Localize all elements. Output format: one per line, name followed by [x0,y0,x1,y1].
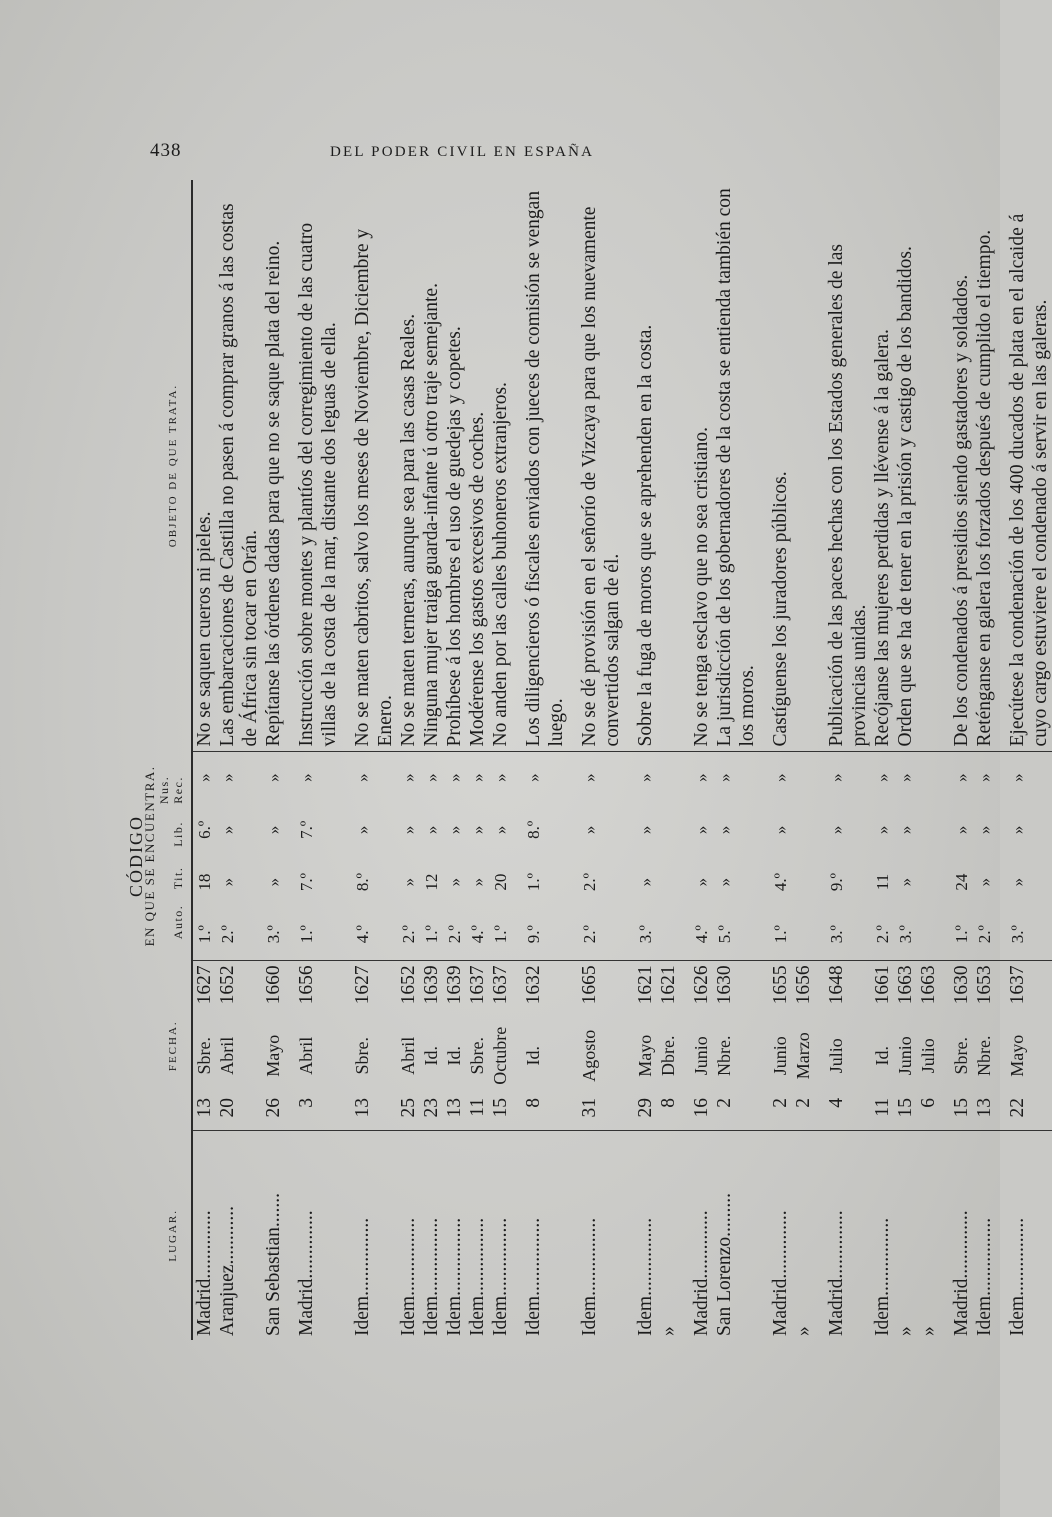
cell-anio: 1630 [940,961,973,1018]
cell-objeto: Recójanse las mujeres perdidas y llévense á la galera. [872,329,893,747]
cell-lugar: Idem................ [420,1131,443,1340]
cell-lugar: Madrid.............. [815,1131,871,1340]
cell-anio: 1639 [420,961,443,1018]
cell-objeto: No anden por las calles buhoneros extranjeros. [490,382,511,747]
table-row [871,180,894,1340]
cell-tit: 9.º [827,873,846,892]
cell-rec: » [713,751,759,804]
cell-lib [792,804,815,856]
cell-rec: » [759,751,792,804]
cell-lugar: » [792,1131,815,1340]
table-row [262,180,285,1340]
index-table-wrapper [125,180,1051,1340]
cell-dia: 16 [691,1097,712,1118]
cell-objeto: Ejecútese la condenación de los 400 ducados de plata en el alcaide á cuyo cargo estuviere el condenado á servir en las galeras. [1007,213,1051,747]
table-row [792,180,815,1340]
cell-objeto: No se tenga esclavo que no sea cristiano. [691,427,712,747]
cell-lugar: Idem................ [341,1131,397,1340]
cell-lib: » [952,825,971,835]
cell-tit: » [975,877,994,887]
cell-auto [792,908,815,961]
cell-lib: » [264,825,283,835]
cell-dia: 8 [658,1097,679,1108]
cell-dia: 2 [770,1097,791,1108]
cell-lugar: » [657,1131,680,1340]
cell-lugar: San Lorenzo......... [713,1131,759,1340]
cell-mes: Sbre. [352,1037,372,1075]
cell-mes: Junio [770,1036,790,1076]
cell-anio: 1639 [443,961,466,1018]
table-header-row [125,180,192,1340]
cell-lugar: Madrid.............. [285,1131,341,1340]
cell-tit: » [264,877,283,887]
cell-rec: » [996,751,1052,804]
table-row [397,180,420,1340]
table-row [443,180,466,1340]
cell-lib: » [715,825,734,835]
cell-lib: » [1008,825,1027,835]
cell-auto: 3.º [827,925,846,944]
index-table [125,180,1052,1340]
cell-rec: » [624,751,657,804]
cell-mes: Nbre. [974,1035,994,1077]
cell-dia: 4 [826,1097,847,1108]
cell-mes: Julio [918,1038,938,1074]
cell-mes: Sbre. [194,1037,214,1075]
table-row [917,180,940,1340]
cell-lugar: Aranjuez............ [216,1131,262,1340]
cell-tit: » [1008,877,1027,887]
cell-auto: 2.º [873,925,892,944]
cell-objeto: No se dé provisión en el señorío de Vizcaya para que los nuevamente convertidos salgan de él. [579,206,623,747]
table-row [341,180,397,1340]
table-row [815,180,871,1340]
cell-tit: 11 [873,873,892,891]
cell-auto [917,908,940,961]
cell-auto: 3.º [896,925,915,944]
cell-objeto: Modérense los gastos excesivos de coches. [467,411,488,747]
table-row [192,180,216,1340]
cell-dia: 20 [217,1097,238,1118]
cell-auto: 4.º [468,925,487,944]
cell-mes: Sbre. [467,1037,487,1075]
table-row [973,180,996,1340]
cell-auto: 4.º [353,925,372,944]
cell-anio: 1653 [973,961,996,1018]
cell-rec: » [940,751,973,804]
cell-lugar: Idem................ [489,1131,512,1340]
cell-anio: 1621 [657,961,680,1018]
cell-mes: Abril [296,1036,316,1075]
cell-lugar: » [894,1131,917,1340]
cell-rec: » [420,751,443,804]
cell-tit: » [692,877,711,887]
table-row [420,180,443,1340]
table-row [713,180,759,1340]
table-row [940,180,973,1340]
header-objeto: OBJETO DE QUE TRATA. [125,180,192,751]
cell-anio: 1637 [466,961,489,1018]
cell-rec: » [285,751,341,804]
cell-dia: 22 [1007,1097,1028,1118]
cell-rec: » [680,751,713,804]
header-auto: Auto. [171,904,185,940]
cell-lugar: Madrid.............. [192,1131,216,1340]
cell-auto: 4.º [692,925,711,944]
cell-tit: » [715,877,734,887]
cell-lib: » [580,825,599,835]
cell-lib: » [399,825,418,835]
cell-tit [917,856,940,908]
cell-mes: Id. [421,1046,441,1066]
cell-dia: 29 [635,1097,656,1118]
cell-auto: 3.º [636,925,655,944]
cell-anio: 1661 [871,961,894,1018]
cell-dia: 13 [352,1097,373,1118]
cell-auto [657,908,680,961]
cell-auto: 5.º [715,925,734,944]
cell-objeto: Instrucción sobre montes y plantíos del corregimiento de las cuatro villas de la costa de la mar, distante dos leguas de ella. [296,222,340,747]
cell-rec: » [341,751,397,804]
cell-dia: 11 [872,1097,893,1117]
header-rec: Nus. Rec. [157,775,185,805]
cell-lib: » [218,825,237,835]
cell-rec: » [894,751,917,804]
cell-objeto: La jurisdicción de los gobernadores de la costa se entienda también con los moros. [714,188,758,747]
cell-anio: 1665 [568,961,624,1018]
cell-lugar: Idem................ [871,1131,894,1340]
cell-anio: 1632 [512,961,568,1018]
cell-anio: 1652 [397,961,420,1018]
cell-dia: 13 [444,1097,465,1118]
cell-auto: 1.º [952,925,971,944]
cell-objeto: Orden que se ha de tener en la prisión y castigo de los bandidos. [895,246,916,747]
cell-objeto: No se maten terneras, aunque sea para las casas Reales. [398,313,419,747]
cell-dia: 2 [714,1097,735,1108]
cell-objeto: No se maten cabritos, salvo los meses de Noviembre, Diciembre y Enero. [352,228,396,747]
cell-lib: » [636,825,655,835]
cell-auto: 1.º [297,925,316,944]
cell-rec: » [489,751,512,804]
cell-rec: » [973,751,996,804]
cell-anio: 1656 [285,961,341,1018]
cell-mes: Marzo [793,1032,813,1080]
cell-rec: » [443,751,466,804]
cell-mes: Id. [523,1046,543,1066]
cell-mes: Sbre. [951,1037,971,1075]
cell-dia: 2 [793,1097,814,1108]
cell-objeto: Repítanse las órdenes dadas para que no se saque plata del reino. [263,240,284,747]
cell-tit: » [218,877,237,887]
cell-lugar: Idem................ [568,1131,624,1340]
cell-tit: » [445,877,464,887]
cell-lib: 8.º [524,820,543,839]
header-codigo-subcols [157,755,185,957]
cell-rec: » [397,751,420,804]
cell-anio: 1652 [216,961,262,1018]
cell-tit: » [896,877,915,887]
cell-mes: Dbre. [658,1035,678,1077]
cell-objeto: Los diligencieros ó fiscales enviados con jueces de comisión se vengan luego. [523,190,567,747]
cell-lugar: Madrid.............. [680,1131,713,1340]
table-row [568,180,624,1340]
cell-tit: 2.º [580,873,599,892]
cell-tit: 24 [952,873,971,891]
cell-rec: » [216,751,262,804]
cell-rec: » [512,751,568,804]
cell-dia: 25 [398,1097,419,1118]
cell-objeto: Reténganse en galera los forzados después de cumplido el tiempo. [974,229,995,747]
cell-anio: 1656 [792,961,815,1018]
header-codigo [125,751,192,961]
cell-lib: » [491,825,510,835]
cell-auto: 2.º [975,925,994,944]
cell-lugar: Idem................ [466,1131,489,1340]
table-row [624,180,657,1340]
cell-lugar: Idem................ [973,1131,996,1340]
cell-anio: 1637 [489,961,512,1018]
cell-rec: » [262,751,285,804]
cell-lugar: » [917,1131,940,1340]
cell-lugar: San Sebastian....... [262,1131,285,1340]
cell-mes: Julio [826,1038,846,1074]
cell-anio: 1663 [894,961,917,1018]
cell-rec: » [466,751,489,804]
table-row [894,180,917,1340]
cell-mes: Mayo [1007,1034,1027,1077]
cell-dia: 23 [421,1097,442,1118]
running-head: DEL PODER CIVIL EN ESPAÑA [330,144,595,160]
cell-anio: 1621 [624,961,657,1018]
cell-dia: 31 [579,1097,600,1118]
cell-anio: 1627 [341,961,397,1018]
cell-mes: Octubre [490,1026,510,1085]
cell-dia: 15 [895,1097,916,1118]
cell-mes: Mayo [635,1034,655,1077]
cell-lib: » [896,825,915,835]
header-fecha: FECHA. [125,961,192,1131]
cell-lib [657,804,680,856]
cell-mes: Nbre. [714,1035,734,1077]
cell-lib: 6.º [195,820,214,839]
cell-mes: Junio [691,1036,711,1076]
cell-objeto: No se saquen cueros ni pieles. [194,511,215,747]
cell-objeto: Castíguense los juradores públicos. [770,471,791,747]
cell-auto: 2.º [218,925,237,944]
cell-dia: 15 [951,1097,972,1118]
cell-lib: » [468,825,487,835]
cell-tit: » [636,877,655,887]
cell-tit: 4.º [771,873,790,892]
cell-mes: Abril [217,1036,237,1075]
cell-objeto [657,180,680,751]
header-lugar: LUGAR. [125,1131,192,1340]
table-row [216,180,262,1340]
cell-anio: 1630 [713,961,759,1018]
cell-mes: Junio [895,1036,915,1076]
cell-lib: » [445,825,464,835]
cell-objeto: De los condenados á presidios siendo gastadores y soldados. [951,274,972,747]
cell-mes: Id. [444,1046,464,1066]
cell-auto: 1.º [422,925,441,944]
cell-rec: » [568,751,624,804]
cell-lib: » [771,825,790,835]
header-codigo-title: CÓDIGO [126,814,146,897]
cell-lugar: Madrid.............. [759,1131,792,1340]
cell-auto: 2.º [445,925,464,944]
cell-tit [792,856,815,908]
cell-dia: 3 [296,1097,317,1108]
cell-lib: » [975,825,994,835]
cell-auto: 9.º [524,925,543,944]
cell-tit: 1.º [524,873,543,892]
cell-lib: » [692,825,711,835]
cell-mes: Mayo [263,1034,283,1077]
header-tit: Tit. [171,866,185,890]
cell-dia: 11 [467,1097,488,1117]
cell-dia: 8 [523,1097,544,1108]
cell-tit: 8.º [353,873,372,892]
cell-rec [657,751,680,804]
cell-anio: 1626 [680,961,713,1018]
cell-dia: 13 [974,1097,995,1118]
cell-lib: 7.º [297,820,316,839]
cell-rec: » [871,751,894,804]
cell-lugar: Madrid.............. [940,1131,973,1340]
cell-tit: 18 [195,873,214,891]
cell-auto: 1.º [195,925,214,944]
table-row [657,180,680,1340]
table-row [759,180,792,1340]
cell-auto: 2.º [580,925,599,944]
cell-lugar: Idem................ [624,1131,657,1340]
cell-anio: 1648 [815,961,871,1018]
cell-rec [792,751,815,804]
cell-lib: » [422,825,441,835]
cell-mes: Id. [872,1046,892,1066]
cell-objeto: Prohíbese á los hombres el uso de guedejas y copetes. [444,326,465,747]
cell-dia: 6 [918,1097,939,1108]
cell-tit: » [468,877,487,887]
cell-lugar: Idem................ [397,1131,420,1340]
cell-lugar: Idem................ [996,1131,1052,1340]
cell-objeto [917,180,940,751]
table-row [489,180,512,1340]
cell-auto: 1.º [771,925,790,944]
cell-auto: 1.º [491,925,510,944]
cell-lib: » [827,825,846,835]
cell-objeto [792,180,815,751]
header-codigo-subtitle: EN QUE SE ENCUENTRA. [142,765,157,947]
table-row [996,180,1052,1340]
cell-tit: 7.º [297,873,316,892]
cell-rec [917,751,940,804]
cell-auto: 3.º [264,925,283,944]
table-row [466,180,489,1340]
cell-dia: 13 [194,1097,215,1118]
cell-dia: 26 [263,1097,284,1118]
cell-lib: » [873,825,892,835]
cell-lib [917,804,940,856]
cell-tit: 20 [491,873,510,891]
cell-anio: 1660 [262,961,285,1018]
table-row [285,180,341,1340]
cell-mes: Abril [398,1036,418,1075]
cell-tit: » [399,877,418,887]
cell-auto: 2.º [399,925,418,944]
table-body [192,180,1052,1340]
cell-rec: » [192,751,216,804]
cell-mes: Agosto [579,1029,599,1082]
cell-objeto: Publicación de las paces hechas con los Estados generales de las provincias unidas. [826,244,870,747]
cell-anio: 1637 [996,961,1052,1018]
cell-objeto: Ninguna mujer traiga guarda-infante ú otro traje semejante. [421,283,442,747]
header-lib: Lib. [171,821,185,847]
cell-lugar: Idem................ [443,1131,466,1340]
cell-anio: 1663 [917,961,940,1018]
cell-rec: » [815,751,871,804]
cell-objeto: Sobre la fuga de moros que se aprehenden en la costa. [635,324,656,747]
cell-objeto: Las embarcaciones de Castilla no pasen á comprar granos á las costas de África sin tocar en Orán. [217,203,261,747]
cell-tit: 12 [422,873,441,891]
cell-anio: 1627 [192,961,216,1018]
cell-lugar: Idem................ [512,1131,568,1340]
table-row [680,180,713,1340]
page-number: 438 [150,140,182,161]
cell-lib: » [353,825,372,835]
table-row [512,180,568,1340]
cell-tit [657,856,680,908]
cell-auto: 3.º [1008,925,1027,944]
cell-anio: 1655 [759,961,792,1018]
cell-dia: 15 [490,1097,511,1118]
